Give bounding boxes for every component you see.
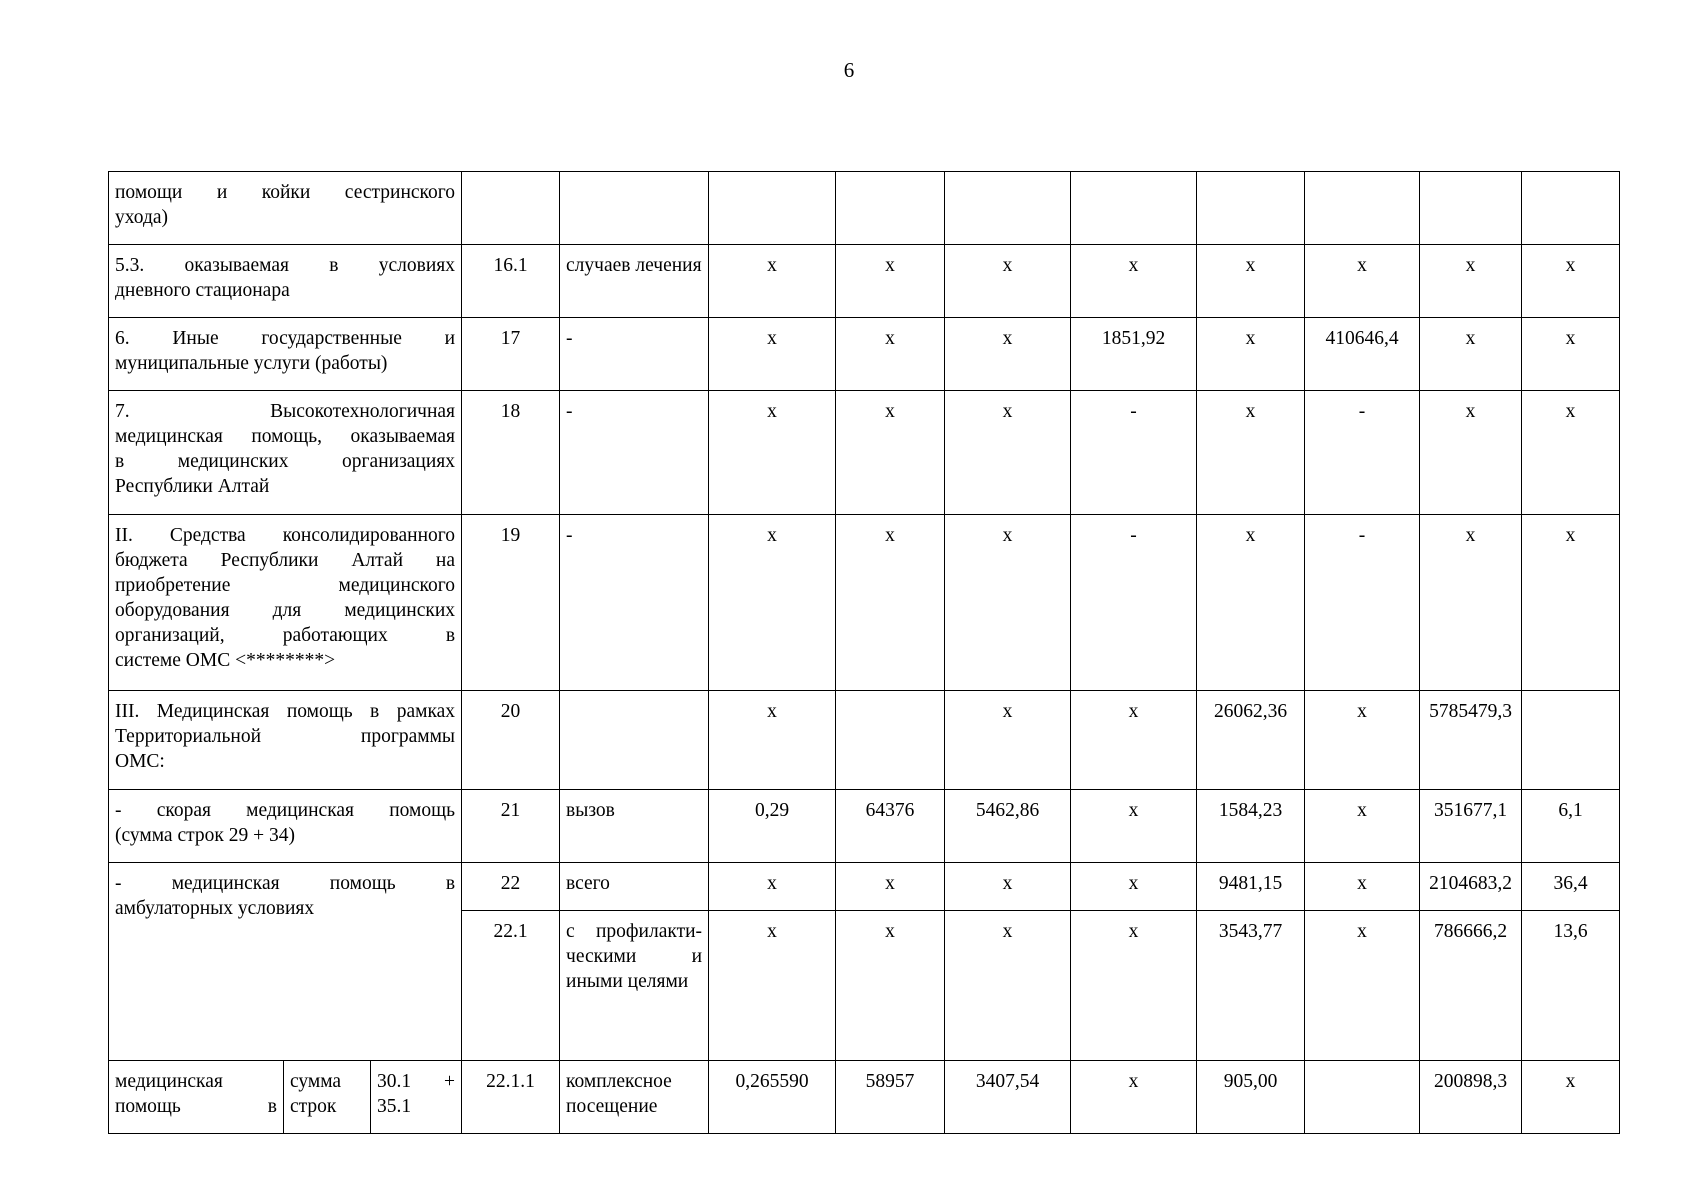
row-number: 17 — [462, 318, 560, 391]
row-name-line: 5.3. оказываемая в условиях — [115, 255, 456, 276]
row-number: 19 — [462, 515, 560, 691]
value-cell: х — [1420, 391, 1522, 515]
row-name-line: (сумма строк 29 + 34) — [115, 825, 295, 846]
table-row — [109, 790, 1620, 863]
value-cell: х — [709, 863, 836, 911]
value-cell: 3407,54 — [945, 1061, 1071, 1134]
value-cell — [1305, 1061, 1420, 1134]
value-cell — [836, 172, 945, 245]
value-cell: 13,6 — [1522, 911, 1620, 1061]
row-name-line: организаций, работающих в — [115, 625, 456, 646]
value-cell: х — [1071, 691, 1197, 790]
value-cell: 351677,1 — [1420, 790, 1522, 863]
row-name-part: медицинская помощь в — [109, 1061, 284, 1134]
value-cell: х — [1197, 515, 1305, 691]
value-cell: х — [709, 691, 836, 790]
unit-cell: - — [560, 515, 709, 691]
value-cell: х — [836, 391, 945, 515]
row-name-line: III. Медицинская помощь в рамках — [115, 701, 456, 722]
page-number: 6 — [843, 58, 855, 82]
row-name-line: Республики Алтай — [115, 476, 270, 497]
value-cell: 64376 — [836, 790, 945, 863]
value-cell — [945, 172, 1071, 245]
data-table — [108, 171, 1620, 1134]
value-cell: х — [836, 515, 945, 691]
row-name-line: - скорая медицинская помощь — [115, 800, 456, 821]
value-cell: х — [709, 391, 836, 515]
value-cell: х — [1071, 245, 1197, 318]
value-cell: х — [1305, 790, 1420, 863]
table-row — [109, 318, 1620, 391]
row-name — [109, 691, 462, 790]
row-number: 21 — [462, 790, 560, 863]
row-name — [109, 318, 462, 391]
value-cell: 410646,4 — [1305, 318, 1420, 391]
value-cell: 0,265590 — [709, 1061, 836, 1134]
value-cell: 5462,86 — [945, 790, 1071, 863]
value-cell: х — [836, 911, 945, 1061]
table-row — [109, 1061, 1620, 1134]
row-name-line: муниципальные услуги (работы) — [115, 353, 388, 374]
value-cell: х — [945, 245, 1071, 318]
value-cell: х — [1420, 318, 1522, 391]
unit-cell: случаев лечения — [560, 245, 709, 318]
value-cell — [836, 691, 945, 790]
value-cell: 5785479,3 — [1420, 691, 1522, 790]
row-number: 22.1.1 — [462, 1061, 560, 1134]
unit-cell: вызов — [560, 790, 709, 863]
row-name-line: помощи и койки сестринского — [115, 182, 456, 203]
value-cell: х — [709, 245, 836, 318]
row-name-line: - медицинская помощь в — [115, 873, 456, 894]
value-cell: х — [1071, 911, 1197, 1061]
value-cell: х — [945, 911, 1071, 1061]
table-row — [109, 691, 1620, 790]
value-cell: х — [709, 911, 836, 1061]
value-cell — [1522, 172, 1620, 245]
unit-cell — [560, 691, 709, 790]
row-name — [109, 863, 462, 1061]
value-cell: х — [1305, 245, 1420, 318]
value-cell: х — [1071, 1061, 1197, 1134]
row-name-line: приобретение медицинского — [115, 575, 456, 596]
value-cell: х — [1522, 245, 1620, 318]
table-row — [109, 245, 1620, 318]
row-number: 18 — [462, 391, 560, 515]
value-cell: х — [709, 515, 836, 691]
value-cell: х — [1071, 790, 1197, 863]
row-name-line: дневного стационара — [115, 280, 290, 301]
unit-cell: комплексное посещение — [560, 1061, 709, 1134]
row-name — [109, 172, 462, 245]
value-cell: х — [1197, 318, 1305, 391]
value-cell: х — [945, 515, 1071, 691]
value-cell: 26062,36 — [1197, 691, 1305, 790]
row-name-line: в медицинских организациях — [115, 451, 456, 472]
value-cell: х — [945, 318, 1071, 391]
row-number: 22.1 — [462, 911, 560, 1061]
value-cell: х — [1197, 391, 1305, 515]
value-cell: 6,1 — [1522, 790, 1620, 863]
value-cell: - — [1071, 391, 1197, 515]
value-cell — [709, 172, 836, 245]
row-number — [462, 172, 560, 245]
row-name-line: амбулаторных условиях — [115, 898, 315, 919]
row-name-line: медицинская помощь, оказываемая — [115, 426, 456, 447]
value-cell — [1420, 172, 1522, 245]
value-cell: - — [1305, 391, 1420, 515]
value-cell: х — [709, 318, 836, 391]
value-cell: - — [1305, 515, 1420, 691]
value-cell: х — [945, 863, 1071, 911]
value-cell: 1851,92 — [1071, 318, 1197, 391]
value-cell: 58957 — [836, 1061, 945, 1134]
value-cell: х — [1522, 318, 1620, 391]
value-cell: 0,29 — [709, 790, 836, 863]
unit-cell: - — [560, 391, 709, 515]
row-name-line: 6. Иные государственные и — [115, 328, 456, 349]
unit-cell: - — [560, 318, 709, 391]
row-name-line: ОМС: — [115, 751, 165, 772]
value-cell: 1584,23 — [1197, 790, 1305, 863]
value-cell: х — [1197, 245, 1305, 318]
unit-cell — [560, 172, 709, 245]
unit-cell: с профилакти-ческими и иными целями — [560, 911, 709, 1061]
value-cell: х — [1420, 515, 1522, 691]
row-name-line: системе ОМС <********> — [115, 650, 336, 671]
value-cell: 3543,77 — [1197, 911, 1305, 1061]
value-cell: х — [945, 691, 1071, 790]
value-cell: х — [836, 245, 945, 318]
row-number: 22 — [462, 863, 560, 911]
value-cell: х — [1522, 1061, 1620, 1134]
row-name — [109, 391, 462, 515]
value-cell: х — [1305, 691, 1420, 790]
row-name — [109, 515, 462, 691]
row-name-part: сумма строк — [284, 1061, 371, 1134]
row-name-line: Территориальной программы — [115, 726, 456, 747]
row-number: 16.1 — [462, 245, 560, 318]
value-cell: 2104683,2 — [1420, 863, 1522, 911]
value-cell: х — [836, 863, 945, 911]
value-cell: 200898,3 — [1420, 1061, 1522, 1134]
row-name-line: ухода) — [115, 207, 169, 228]
table-row — [109, 863, 1620, 911]
value-cell — [1071, 172, 1197, 245]
value-cell: 905,00 — [1197, 1061, 1305, 1134]
table-row — [109, 515, 1620, 691]
value-cell: х — [1420, 245, 1522, 318]
value-cell: х — [945, 391, 1071, 515]
value-cell: х — [836, 318, 945, 391]
value-cell — [1305, 172, 1420, 245]
value-cell: 786666,2 — [1420, 911, 1522, 1061]
value-cell: - — [1071, 515, 1197, 691]
value-cell: х — [1522, 391, 1620, 515]
unit-cell: всего — [560, 863, 709, 911]
row-name-line: 7. Высокотехнологичная — [115, 401, 456, 422]
row-name-line: II. Средства консолидированного — [115, 525, 456, 546]
row-name — [109, 790, 462, 863]
row-number: 20 — [462, 691, 560, 790]
value-cell: х — [1305, 911, 1420, 1061]
value-cell: х — [1071, 863, 1197, 911]
row-name-line: оборудования для медицинских — [115, 600, 456, 621]
value-cell: 9481,15 — [1197, 863, 1305, 911]
row-name-line: бюджета Республики Алтай на — [115, 550, 456, 571]
value-cell — [1522, 691, 1620, 790]
row-name — [109, 245, 462, 318]
value-cell: 36,4 — [1522, 863, 1620, 911]
value-cell: х — [1305, 863, 1420, 911]
value-cell — [1197, 172, 1305, 245]
table-row — [109, 391, 1620, 515]
table-row — [109, 172, 1620, 245]
value-cell: х — [1522, 515, 1620, 691]
row-name-part: 30.1 + 35.1 — [371, 1061, 462, 1134]
